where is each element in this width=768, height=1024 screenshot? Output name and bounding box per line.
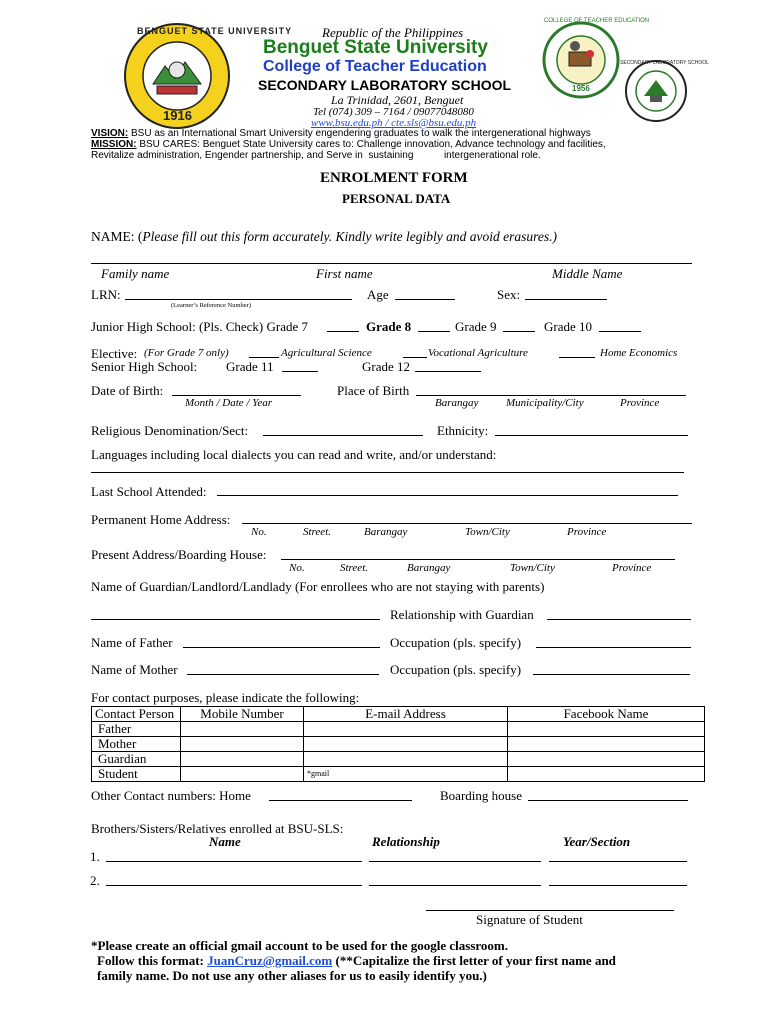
- boarding-house-label: Boarding house: [440, 788, 522, 803]
- agri-sci-check-line[interactable]: [249, 357, 279, 358]
- mother-occupation-input-line[interactable]: [533, 674, 690, 675]
- boarding-house-input-line[interactable]: [528, 800, 688, 801]
- lrn-input-line[interactable]: [125, 299, 352, 300]
- grade7-check-line[interactable]: [327, 331, 359, 332]
- bsu-seal-year: 1916: [163, 108, 192, 123]
- gmail-format-prefix: Follow this format:: [97, 953, 208, 968]
- name-label-line: [91, 229, 557, 245]
- last-school-input-line[interactable]: [217, 495, 678, 496]
- sls-seal-logo: [620, 58, 709, 124]
- father-mobile-cell[interactable]: [181, 722, 304, 737]
- contact-header-facebook: Facebook Name: [508, 707, 705, 722]
- grade12-check-line[interactable]: [415, 371, 481, 372]
- perm-province-caption: Province: [567, 526, 607, 538]
- guardian-email-cell[interactable]: [304, 752, 508, 767]
- sibling-year-header: Year/Section: [563, 834, 631, 849]
- contact-row-student: Student: [92, 767, 181, 782]
- vision-text: BSU as an International Smart University engendering graduates to walk the intergenerational highways: [128, 128, 591, 139]
- contact-row-mother: Mother: [92, 737, 181, 752]
- dob-caption: Month / Date / Year: [185, 397, 272, 409]
- last-school-label: Last School Attended:: [91, 484, 207, 499]
- present-province-caption: Province: [612, 562, 652, 574]
- contact-table: [91, 706, 705, 782]
- present-no-caption: No.: [289, 562, 305, 574]
- mother-name-input-line[interactable]: [187, 674, 379, 675]
- voc-agri-check-line[interactable]: [403, 357, 427, 358]
- contact-table-header: [92, 707, 705, 722]
- jhs-label: Junior High School: (Pls. Check) Grade 7: [91, 319, 309, 334]
- grade11-label: Grade 11: [226, 359, 274, 374]
- mother-occupation-label: Occupation (pls. specify): [390, 662, 522, 677]
- religion-input-line[interactable]: [263, 435, 423, 436]
- form-title: ENROLMENT FORM: [320, 170, 468, 186]
- table-row: [92, 752, 705, 767]
- bsu-seal-text: BENGUET STATE UNIVERSITY: [137, 26, 293, 36]
- father-email-cell[interactable]: [304, 722, 508, 737]
- ethnicity-input-line[interactable]: [495, 435, 688, 436]
- dob-input-line[interactable]: [172, 395, 301, 396]
- elective-note: (For Grade 7 only): [144, 347, 229, 359]
- languages-label: Languages including local dialects you can read and write, and/or understand:: [91, 447, 497, 462]
- table-row: [92, 767, 705, 782]
- perm-address-input-line[interactable]: [242, 523, 692, 524]
- sibling-2-year-line[interactable]: [549, 885, 687, 886]
- college-name: College of Teacher Education: [263, 58, 487, 75]
- gmail-format-note: family name. Do not use any other aliases for us to easily identify you.): [97, 968, 487, 983]
- father-occupation-input-line[interactable]: [536, 647, 691, 648]
- vision-label: VISION:: [91, 128, 129, 139]
- father-name-input-line[interactable]: [183, 647, 380, 648]
- middle-name-caption: Middle Name: [552, 266, 623, 281]
- form-subtitle: PERSONAL DATA: [342, 191, 451, 206]
- contact-header-person: Contact Person: [92, 707, 181, 722]
- gmail-instruction: *Please create an official gmail account to be used for the google classroom.: [91, 938, 509, 953]
- gmail-note: *gmail: [307, 769, 330, 778]
- home-econ-label: Home Economics: [600, 347, 678, 359]
- sibling-2-name-line[interactable]: [106, 885, 362, 886]
- grade9-label: Grade 9: [455, 319, 497, 334]
- grade10-check-line[interactable]: [599, 331, 641, 332]
- perm-barangay-caption: Barangay: [364, 526, 408, 538]
- cte-seal-logo: [542, 18, 650, 100]
- mission-line-2: Revitalize administration, Engender partnership, and Serve in sustaining intergenerational role.: [91, 150, 541, 161]
- contact-row-guardian: Guardian: [92, 752, 181, 767]
- family-name-caption: Family name: [101, 266, 170, 281]
- grade12-label: Grade 12: [362, 359, 411, 374]
- student-mobile-cell[interactable]: [181, 767, 304, 782]
- shs-label: Senior High School:: [91, 359, 198, 374]
- guardian-mobile-cell[interactable]: [181, 752, 304, 767]
- present-address-input-line[interactable]: [281, 559, 675, 560]
- pob-municipality-caption: Municipality/City: [506, 397, 584, 409]
- agri-sci-label: Agricultural Science: [281, 347, 372, 359]
- pob-province-caption: Province: [620, 397, 660, 409]
- signature-caption: Signature of Student: [476, 912, 583, 927]
- age-label: Age: [367, 287, 389, 302]
- dob-label: Date of Birth:: [91, 383, 164, 398]
- sibling-1-year-line[interactable]: [549, 861, 687, 862]
- relationship-guardian-input-line[interactable]: [547, 619, 691, 620]
- home-econ-check-line[interactable]: [559, 357, 595, 358]
- lrn-label: LRN:: [91, 287, 121, 302]
- home-contact-input-line[interactable]: [269, 800, 412, 801]
- table-row: [92, 737, 705, 752]
- ethnicity-label: Ethnicity:: [437, 423, 489, 438]
- mission-line-1: [91, 139, 606, 150]
- bsu-seal-logo: [123, 22, 293, 130]
- grade8-check-line[interactable]: [418, 331, 450, 332]
- student-email-cell[interactable]: [304, 767, 508, 782]
- mission-text-1: BSU CARES: Benguet State University cares to: Challenge innovation, Advance technology and facilities,: [136, 139, 606, 150]
- sibling-1-relationship-line[interactable]: [369, 861, 541, 862]
- father-facebook-cell[interactable]: [508, 722, 705, 737]
- guardian-facebook-cell[interactable]: [508, 752, 705, 767]
- student-facebook-cell[interactable]: [508, 767, 705, 782]
- pob-label: Place of Birth: [337, 383, 410, 398]
- contact-header-email: E-mail Address: [304, 707, 508, 722]
- table-row: [92, 722, 705, 737]
- contact-row-father: Father: [92, 722, 181, 737]
- mother-name-label: Name of Mother: [91, 662, 178, 677]
- cte-seal-year: 1956: [572, 84, 590, 93]
- vision-line: [91, 128, 591, 139]
- present-street-caption: Street.: [340, 562, 368, 574]
- relationship-guardian-label: Relationship with Guardian: [390, 607, 534, 622]
- sls-seal-text: SECONDARY LABORATORY SCHOOL: [620, 60, 709, 66]
- sibling-2-relationship-line[interactable]: [369, 885, 541, 886]
- voc-agri-label: Vocational Agriculture: [428, 347, 528, 359]
- siblings-label: Brothers/Sisters/Relatives enrolled at BSU-SLS:: [91, 821, 344, 836]
- age-input-line[interactable]: [395, 299, 455, 300]
- contact-intro: For contact purposes, please indicate the following:: [91, 690, 360, 705]
- sibling-row-2-number: 2.: [90, 873, 100, 888]
- contact-header-mobile: Mobile Number: [181, 707, 304, 722]
- guardian-name-input-line[interactable]: [91, 619, 380, 620]
- sibling-1-name-line[interactable]: [106, 861, 362, 862]
- perm-no-caption: No.: [251, 526, 267, 538]
- present-town-caption: Town/City: [510, 562, 555, 574]
- name-label: NAME: (: [91, 229, 143, 244]
- religion-label: Religious Denomination/Sect:: [91, 423, 249, 438]
- sibling-row-1-number: 1.: [90, 849, 100, 864]
- present-address-label: Present Address/Boarding House:: [91, 547, 267, 562]
- grade8-label: Grade 8: [366, 319, 412, 334]
- other-contact-label: Other Contact numbers: Home: [91, 788, 251, 803]
- elective-label: Elective:: [91, 346, 138, 361]
- name-instruction: Please fill out this form accurately. Kindly write legibly and avoid erasures.): [142, 229, 557, 244]
- mother-email-cell[interactable]: [304, 737, 508, 752]
- gmail-format-suffix: (**Capitalize the first letter of your first name and: [332, 953, 616, 968]
- sibling-relationship-header: Relationship: [372, 834, 440, 849]
- father-name-label: Name of Father: [91, 635, 173, 650]
- languages-input-line[interactable]: [91, 472, 684, 473]
- guardian-name-label: Name of Guardian/Landlord/Landlady (For enrollees who are not staying with parents): [91, 579, 545, 594]
- name-input-line[interactable]: [91, 263, 692, 264]
- sex-label: Sex:: [497, 287, 521, 302]
- lrn-note: (Learner’s Reference Number): [171, 302, 251, 309]
- mother-facebook-cell[interactable]: [508, 737, 705, 752]
- school-web-link[interactable]: www.bsu.edu.ph / cte.sls@bsu.edu.ph: [311, 117, 477, 129]
- mission-label: MISSION:: [91, 139, 137, 150]
- gmail-example-link[interactable]: JuanCruz@gmail.com: [207, 953, 333, 968]
- signature-line[interactable]: [426, 910, 674, 911]
- grade9-check-line[interactable]: [503, 331, 535, 332]
- sibling-name-header: Name: [209, 834, 241, 849]
- pob-input-line[interactable]: [416, 395, 686, 396]
- pob-barangay-caption: Barangay: [435, 397, 479, 409]
- first-name-caption: First name: [316, 266, 373, 281]
- republic-line: Republic of the Philippines: [322, 25, 464, 40]
- sex-input-line[interactable]: [525, 299, 607, 300]
- grade10-label: Grade 10: [544, 319, 593, 334]
- gmail-format-line: [97, 953, 616, 969]
- present-barangay-caption: Barangay: [407, 562, 451, 574]
- university-name: Benguet State University: [263, 37, 488, 58]
- perm-town-caption: Town/City: [465, 526, 510, 538]
- grade11-check-line[interactable]: [282, 371, 318, 372]
- perm-street-caption: Street.: [303, 526, 331, 538]
- school-name: SECONDARY LABORATORY SCHOOL: [258, 77, 512, 93]
- mother-mobile-cell[interactable]: [181, 737, 304, 752]
- cte-seal-text: COLLEGE OF TEACHER EDUCATION: [544, 18, 650, 24]
- perm-address-label: Permanent Home Address:: [91, 512, 231, 527]
- father-occupation-label: Occupation (pls. specify): [390, 635, 522, 650]
- school-address: La Trinidad, 2601, Benguet: [331, 93, 464, 107]
- school-tel: Tel (074) 309 – 7164 / 09077048080: [313, 106, 474, 118]
